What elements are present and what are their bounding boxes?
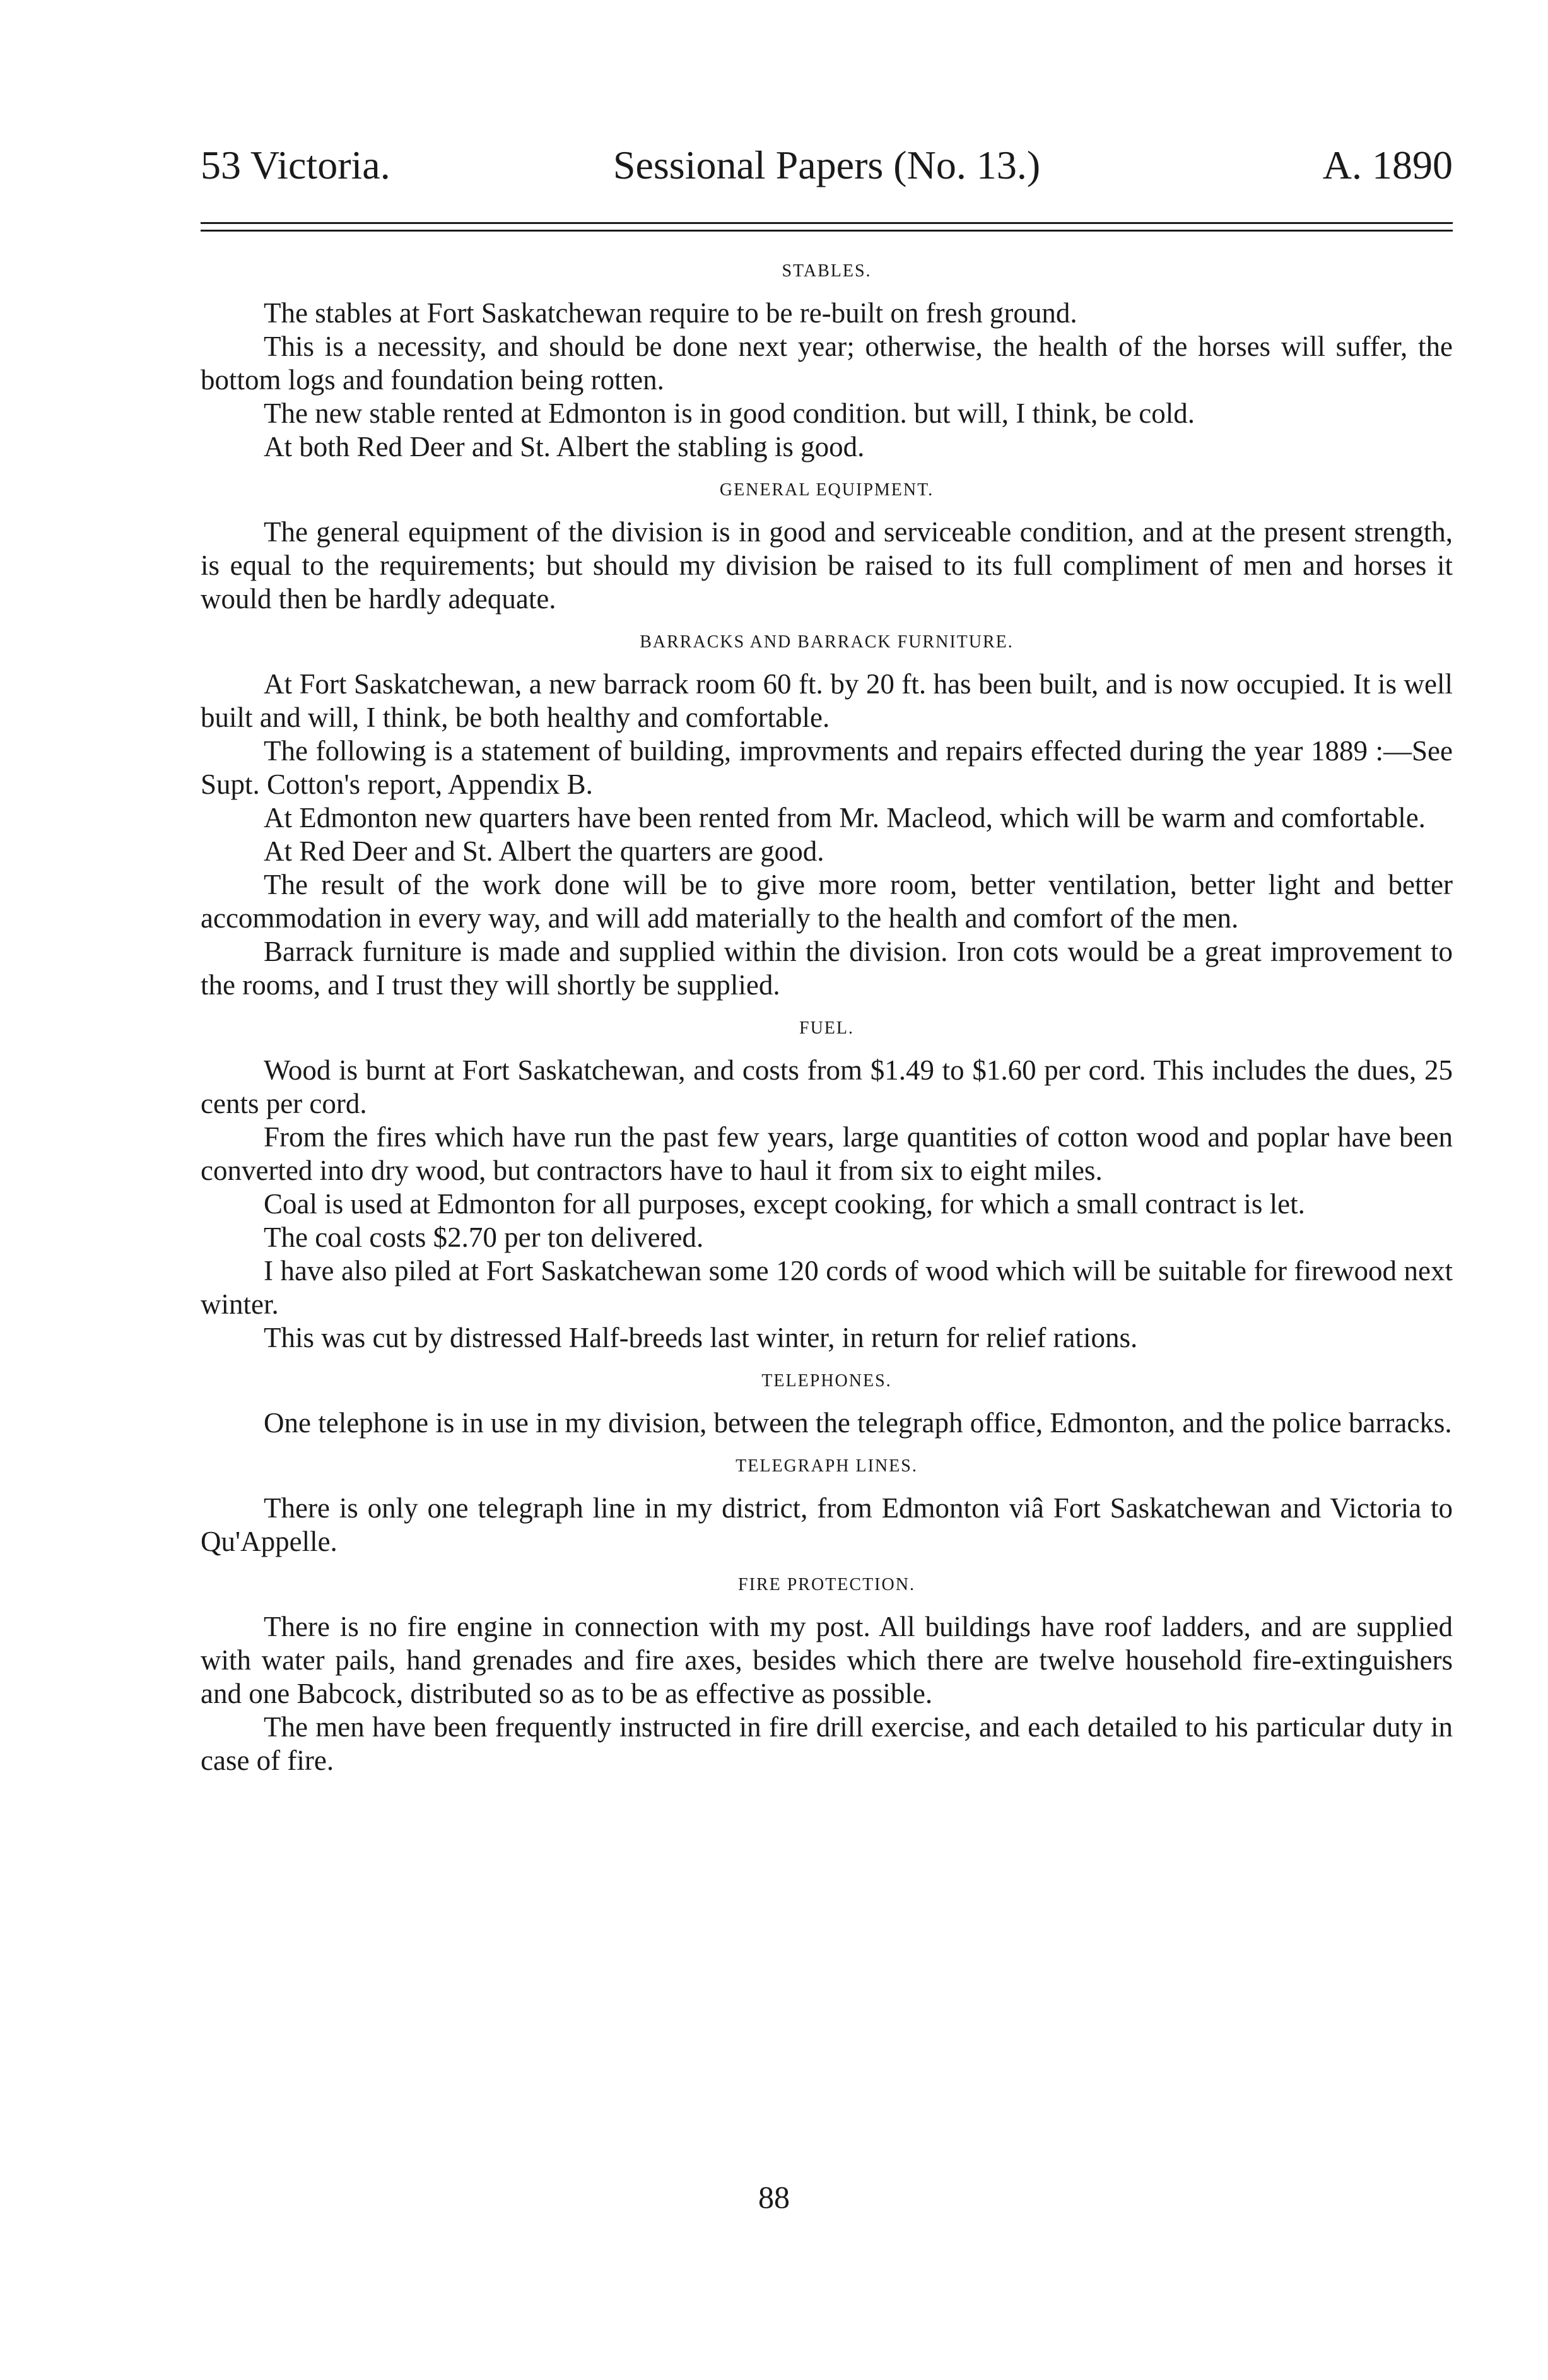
page-number: 88 xyxy=(758,2179,790,2215)
header-left: 53 Victoria. xyxy=(201,143,390,187)
section-heading: STABLES. xyxy=(782,261,872,281)
paragraph: At both Red Deer and St. Albert the stabling is good. xyxy=(264,431,865,462)
header-rule-bottom xyxy=(201,230,1453,232)
paragraph: The new stable rented at Edmonton is in good condition. but will, I think, be cold. xyxy=(264,398,1195,429)
paragraph: There is only one telegraph line in my district, from Edmonton viâ Fort Saskatchewan and Victoria to Qu'Appelle. xyxy=(201,1492,1453,1557)
paragraph: The stables at Fort Saskatchewan require to be re-built on fresh ground. xyxy=(264,297,1077,329)
header-center: Sessional Papers (No. 13.) xyxy=(613,143,1041,187)
page-header xyxy=(201,140,1453,191)
section-heading: GENERAL EQUIPMENT. xyxy=(719,480,934,500)
paragraph: At Fort Saskatchewan, a new barrack room 60 ft. by 20 ft. has been built, and is now occupied. It is well built and will, I think, be both healthy and comfortable. xyxy=(201,668,1453,733)
header-rule-top xyxy=(201,222,1453,224)
paragraph: At Red Deer and St. Albert the quarters are good. xyxy=(264,835,824,867)
section-heading: FUEL. xyxy=(799,1018,854,1038)
paragraph: From the fires which have run the past few years, large quantities of cotton wood and poplar have been converted into dry wood, but contractors have to haul it from six to eight miles. xyxy=(201,1121,1453,1186)
section-heading: TELEGRAPH LINES. xyxy=(736,1456,918,1476)
paragraph: The coal costs $2.70 per ton delivered. xyxy=(264,1222,704,1253)
paragraph: Barrack furniture is made and supplied within the division. Iron cots would be a great improvement to the rooms, and I trust they will shortly be supplied. xyxy=(201,936,1453,1001)
paragraph: Wood is burnt at Fort Saskatchewan, and costs from $1.49 to $1.60 per cord. This includes the dues, 25 cents per cord. xyxy=(201,1054,1453,1119)
document-body xyxy=(201,259,1453,1777)
paragraph: Coal is used at Edmonton for all purposes, except cooking, for which a small contract is let. xyxy=(264,1188,1305,1220)
paragraph: The men have been frequently instructed in fire drill exercise, and each detailed to his particular duty in case of fire. xyxy=(201,1711,1453,1776)
paragraph: This is a necessity, and should be done next year; otherwise, the health of the horses will suffer, the bottom logs and foundation being rotten. xyxy=(201,331,1453,396)
paragraph: There is no fire engine in connection with my post. All buildings have roof ladders, and are supplied with water pails, hand grenades and fire axes, besides which there are twelve household fire-extinguishers and one Babcock, distributed so as to be as effective as possible. xyxy=(201,1611,1453,1709)
paragraph: I have also piled at Fort Saskatchewan some 120 cords of wood which will be suitable for firewood next winter. xyxy=(201,1255,1453,1320)
section-heading: TELEPHONES. xyxy=(761,1371,892,1391)
paragraph: At Edmonton new quarters have been rented from Mr. Macleod, which will be warm and comfortable. xyxy=(264,802,1426,834)
paragraph: One telephone is in use in my division, between the telegraph office, Edmonton, and the police barracks. xyxy=(264,1407,1452,1439)
section-heading: BARRACKS AND BARRACK FURNITURE. xyxy=(640,632,1014,652)
paragraph: The general equipment of the division is in good and serviceable condition, and at the present strength, is equal to the requirements; but should my division be raised to its full compliment of men and horses it would then be hardly adequate. xyxy=(201,516,1453,615)
section-heading: FIRE PROTECTION. xyxy=(738,1575,915,1594)
paragraph: The following is a statement of building, improvments and repairs effected during the year 1889 :—See Supt. Cotton's report, Appendix B. xyxy=(201,735,1453,800)
header-right: A. 1890 xyxy=(1322,143,1453,187)
paragraph: The result of the work done will be to give more room, better ventilation, better light and better accommodation in every way, and will add materially to the health and comfort of the men. xyxy=(201,869,1453,934)
paragraph: This was cut by distressed Half-breeds last winter, in return for relief rations. xyxy=(264,1322,1138,1353)
